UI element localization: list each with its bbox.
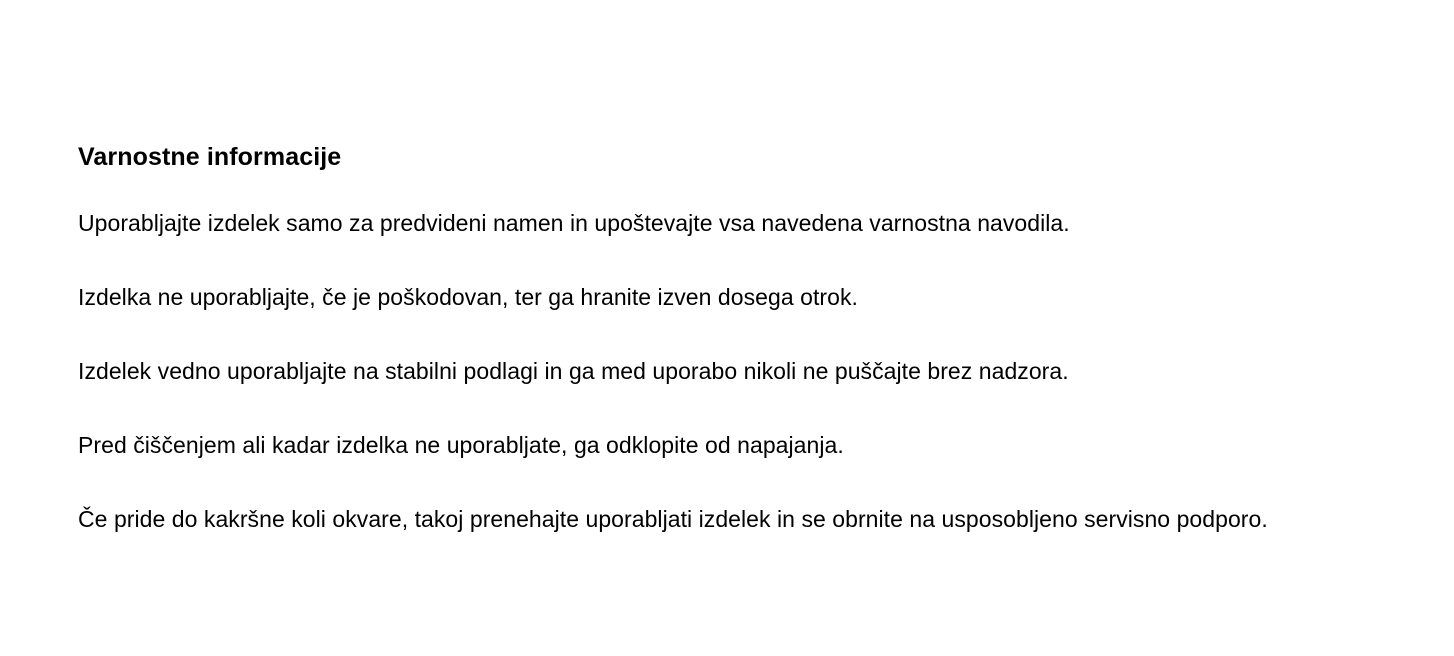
safety-instructions-list (78, 198, 1376, 545)
safety-instruction-line: Pred čiščenjem ali kadar izdelka ne uporabljate, ga odklopite od napajanja. (78, 431, 844, 458)
page-title: Varnostne informacije (78, 143, 342, 171)
safety-instruction-line: Uporabljajte izdelek samo za predvideni namen in upoštevajte vsa navedena varnostna navodila. (78, 209, 1070, 236)
safety-instruction-line: Izdelka ne uporabljajte, če je poškodovan, ter ga hranite izven dosega otrok. (78, 283, 858, 310)
safety-instruction-line: Izdelek vedno uporabljajte na stabilni podlagi in ga med uporabo nikoli ne puščajte brez nadzora. (78, 357, 1069, 384)
safety-instruction-line: Če pride do kakršne koli okvare, takoj prenehajte uporabljati izdelek in se obrnite na usposobljeno servisno podporo. (78, 505, 1268, 532)
